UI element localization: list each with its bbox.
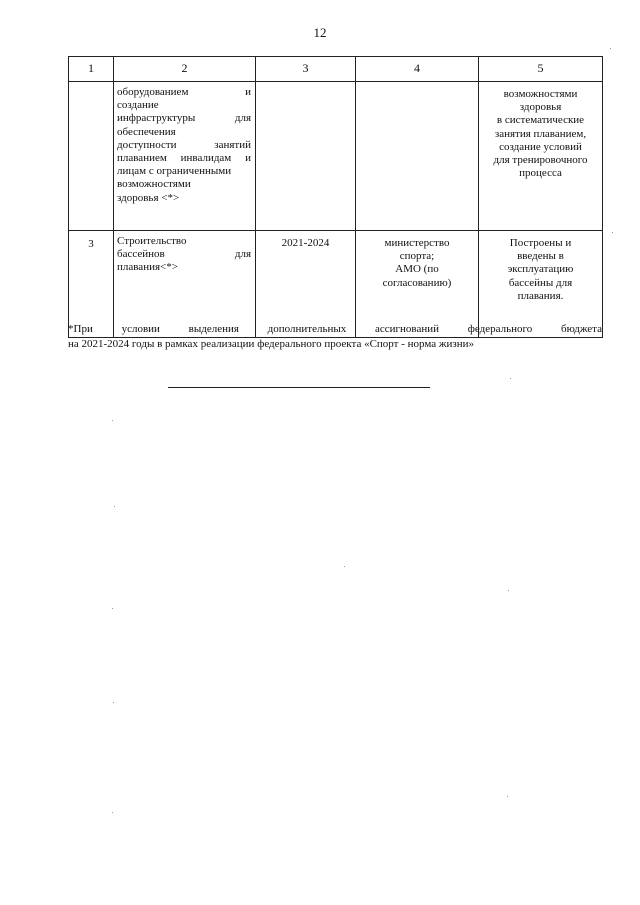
description-line: лицам с ограниченными bbox=[117, 165, 232, 178]
scan-speck bbox=[344, 566, 345, 567]
scan-speck bbox=[507, 796, 508, 797]
result-line: введены в bbox=[517, 250, 564, 263]
scan-speck bbox=[612, 232, 613, 233]
result-line: процесса bbox=[519, 167, 562, 180]
result-line: в систематические bbox=[496, 114, 585, 127]
footnote bbox=[68, 322, 602, 352]
table-header-row bbox=[69, 57, 603, 82]
result-line: плавания. bbox=[517, 289, 564, 302]
row-number-cell: 3 bbox=[69, 231, 114, 338]
executor-cell bbox=[356, 82, 479, 231]
result-line: здоровья bbox=[519, 101, 562, 114]
description-line: бассейнов для bbox=[117, 248, 251, 261]
scan-speck bbox=[114, 506, 115, 507]
result-cell bbox=[479, 82, 603, 231]
page-number: 12 bbox=[313, 25, 327, 40]
table-row-continued bbox=[69, 82, 603, 231]
measures-table bbox=[68, 56, 603, 338]
scan-speck bbox=[112, 420, 113, 421]
header-cell-2: 2 bbox=[114, 57, 256, 82]
result-line: эксплуатацию bbox=[507, 263, 574, 276]
description-line: инфраструктуры для bbox=[117, 112, 251, 125]
header-cell-1: 1 bbox=[69, 57, 114, 82]
description-line: плаванием инвалидам и bbox=[117, 152, 251, 165]
description-line: возможностями bbox=[117, 178, 191, 191]
executor-line: спорта; bbox=[399, 250, 435, 263]
executor-line: согласованию) bbox=[382, 276, 452, 289]
executor-line: АМО (по bbox=[395, 263, 439, 276]
scan-speck bbox=[112, 608, 113, 609]
period-cell bbox=[256, 82, 356, 231]
scan-speck bbox=[510, 378, 511, 379]
result-line: Построены и bbox=[509, 237, 572, 249]
result-line: для тренировочного bbox=[493, 154, 588, 167]
footnote-line: *При условии выделения дополнительных ассигнований федерального бюджета bbox=[68, 323, 602, 335]
result-line: возможностями bbox=[503, 88, 578, 100]
closing-rule bbox=[168, 387, 430, 388]
result-line: занятия плаванием, bbox=[494, 127, 587, 140]
description-line: создание bbox=[117, 99, 159, 112]
result-line: бассейны для bbox=[508, 276, 573, 289]
scan-speck bbox=[610, 48, 611, 49]
result-line: создание условий bbox=[499, 140, 582, 153]
footnote-line: на 2021-2024 годы в рамках реализации федерального проекта «Спорт - норма жизни» bbox=[68, 338, 474, 350]
header-cell-3: 3 bbox=[256, 57, 356, 82]
description-line: доступности занятий bbox=[117, 138, 251, 151]
measure-description-cell bbox=[114, 82, 256, 231]
description-line: плавания<*> bbox=[117, 261, 178, 274]
description-line: оборудованием и bbox=[117, 86, 251, 98]
executor-line: министерство bbox=[384, 237, 450, 249]
header-cell-4: 4 bbox=[356, 57, 479, 82]
description-line: Строительство bbox=[117, 235, 187, 247]
period-cell: 2021-2024 bbox=[256, 231, 356, 338]
row-number-cell bbox=[69, 82, 114, 231]
header-cell-5: 5 bbox=[479, 57, 603, 82]
scan-speck bbox=[112, 812, 113, 813]
scan-speck bbox=[508, 590, 509, 591]
description-line: обеспечения bbox=[117, 125, 176, 138]
scan-speck bbox=[113, 702, 114, 703]
description-line: здоровья <*> bbox=[117, 191, 180, 204]
